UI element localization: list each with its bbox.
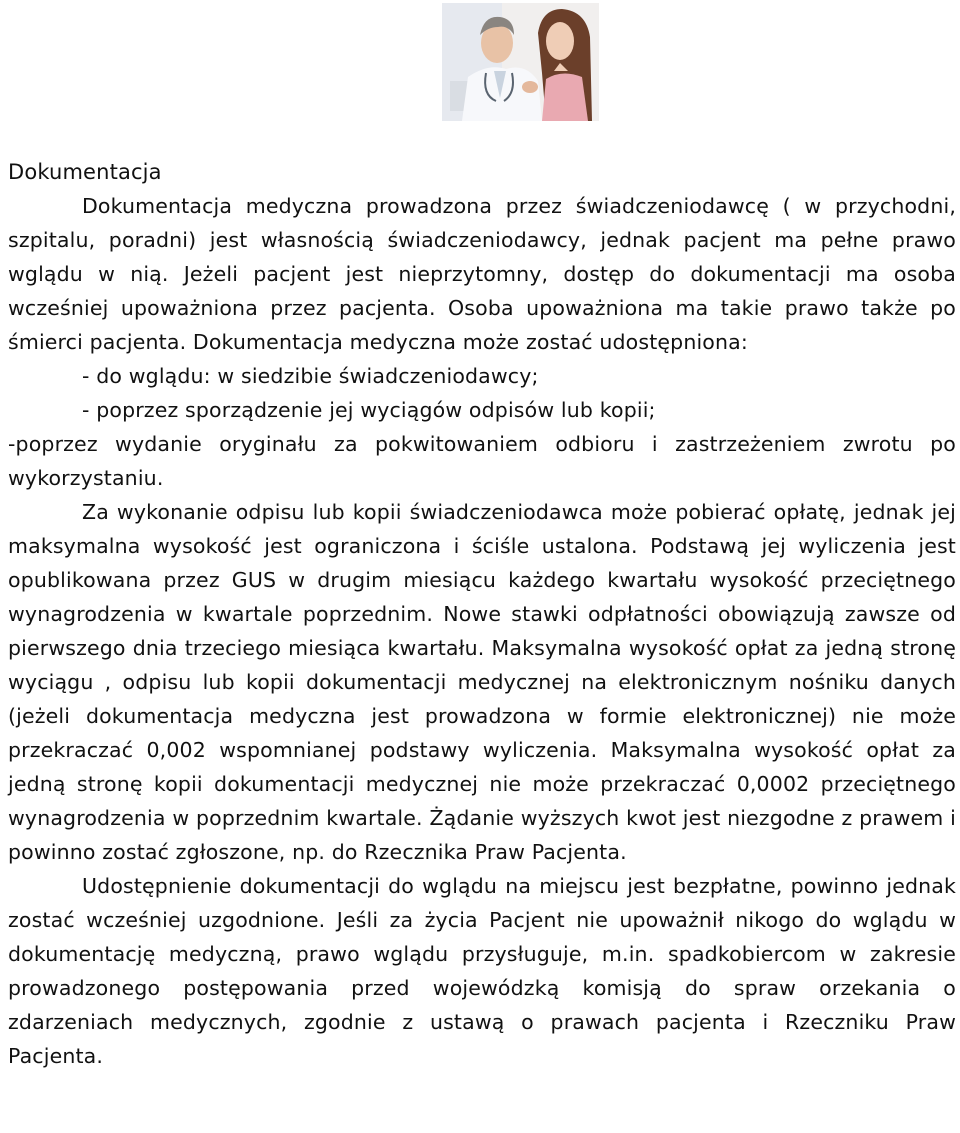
section-heading: Dokumentacja [8, 160, 162, 184]
document-body [8, 155, 956, 1073]
doctor-patient-photo [442, 3, 599, 121]
paragraph-access: Udostępnienie dokumentacji do wglądu na miejscu jest bezpłatne, powinno jednak zostać wcześniej uzgodnione. Jeśli za życia Pacjent nie upoważnił nikogo do wglądu w dokumentację medyczną, prawo wglądu przysługuje, m.in. spadkobiercom w zakresie prowadzonego postępowania przed wojewódzką komisją do spraw orzekania o zdarzeniach medycznych, zgodnie z ustawą o prawach pacjenta i Rzeczniku Praw Pacjenta. [8, 874, 956, 1068]
list-item: - do wglądu: w siedzibie świadczeniodawcy; [82, 364, 539, 388]
paragraph-intro: Dokumentacja medyczna prowadzona przez świadczeniodawcę ( w przychodni, szpitalu, poradni) jest własnością świadczeniodawcy, jednak pacjent ma pełne prawo wglądu w nią. Jeżeli pacjent jest nieprzytomny, dostęp do dokumentacji ma osoba wcześniej upoważniona przez pacjenta. Osoba upoważniona ma takie prawo także po śmierci pacjenta. Dokumentacja medyczna może zostać udostępniona: [8, 194, 956, 354]
list-item: - poprzez sporządzenie jej wyciągów odpisów lub kopii; [82, 398, 656, 422]
list-item: -poprzez wydanie oryginału za pokwitowaniem odbioru i zastrzeżeniem zwrotu po wykorzystaniu. [8, 432, 956, 490]
paragraph-fees: Za wykonanie odpisu lub kopii świadczeniodawca może pobierać opłatę, jednak jej maksymalna wysokość jest ograniczona i ściśle ustalona. Podstawą jej wyliczenia jest opublikowana przez GUS w drugim miesiącu każdego kwartału wysokość przeciętnego wynagrodzenia w kwartale poprzednim. Nowe stawki odpłatności obowiązują zawsze od pierwszego dnia trzeciego miesiąca kwartału. Maksymalna wysokość opłat za jedną stronę wyciągu , odpisu lub kopii dokumentacji medycznej na elektronicznym nośniku danych (jeżeli dokumentacja medyczna jest prowadzona w formie elektronicznej) nie może przekraczać 0,002 wspomnianej podstawy wyliczenia. Maksymalna wysokość opłat za jedną stronę kopii dokumentacji medycznej nie może przekraczać 0,0002 przeciętnego wynagrodzenia w poprzednim kwartale. Żądanie wyższych kwot jest niezgodne z prawem i powinno zostać zgłoszone, np. do Rzecznika Praw Pacjenta. [8, 500, 956, 864]
